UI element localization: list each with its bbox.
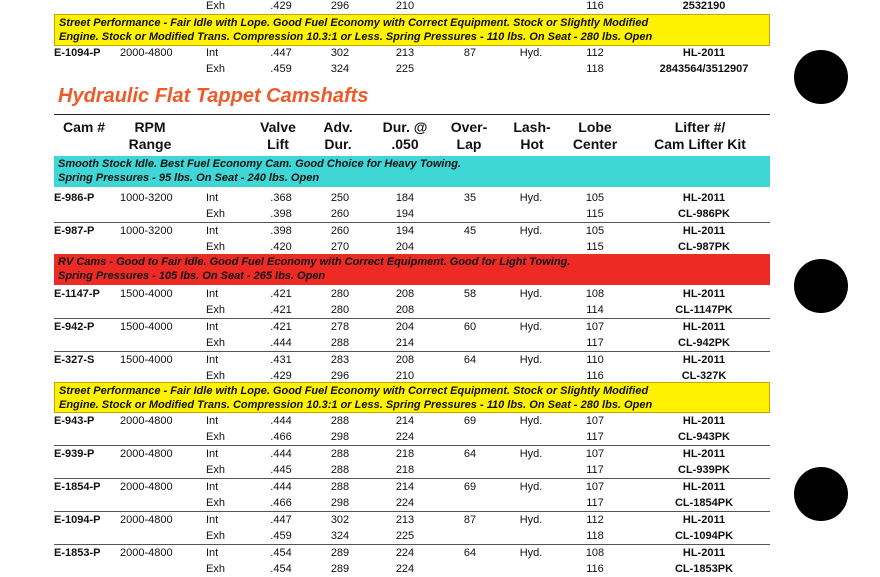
header-kit-line2: Cam Lifter Kit — [654, 136, 746, 152]
cell-lift: .368 — [270, 192, 292, 204]
header-lash — [506, 119, 558, 153]
cell-lift: .447 — [270, 514, 292, 526]
cell-adv: 283 — [330, 354, 350, 366]
cell-lift: .466 — [270, 431, 292, 443]
header-dur-line1: Dur. @ — [382, 119, 428, 135]
cell-lobe: 115 — [586, 241, 604, 253]
header-kit — [640, 119, 760, 153]
cell-dur: 184 — [395, 192, 415, 204]
cell-adv: 260 — [330, 208, 350, 220]
cell-lift: .459 — [270, 530, 292, 542]
cell-cam: E-1854-P — [54, 481, 101, 493]
table-row — [54, 528, 770, 544]
cell-adv: 289 — [330, 563, 350, 575]
cell-valve: Exh — [206, 431, 225, 443]
cell-adv: 280 — [330, 304, 350, 316]
cell-adv: 280 — [330, 288, 350, 300]
header-dur — [374, 119, 436, 153]
cell-kit: 2843564/3512907 — [659, 63, 749, 75]
cell-dur: 208 — [395, 288, 415, 300]
cell-lobe: 108 — [585, 547, 605, 559]
cell-adv: 288 — [330, 337, 350, 349]
cell-lift: .454 — [270, 563, 292, 575]
header-adv-line2: Dur. — [324, 136, 352, 152]
cell-lift: .398 — [270, 208, 292, 220]
header-adv — [313, 119, 363, 153]
table-row — [54, 286, 770, 302]
header-over-line2: Lap — [456, 136, 482, 152]
cell-lobe: 116 — [586, 563, 604, 575]
cell-adv: 298 — [330, 497, 350, 509]
cell-over: 45 — [463, 225, 477, 237]
cell-valve: Exh — [206, 370, 225, 382]
table-row — [54, 61, 770, 77]
cell-dur: 224 — [395, 431, 415, 443]
cell-over: 58 — [463, 288, 477, 300]
cell-lash: Hyd. — [519, 354, 543, 366]
cell-over: 64 — [463, 448, 477, 460]
cell-adv: 270 — [330, 241, 350, 253]
cell-rpm: 2000-4800 — [120, 547, 173, 559]
header-kit-line1: Lifter #/ — [674, 119, 726, 135]
cell-kit: CL-986PK — [678, 208, 730, 220]
table-row — [54, 462, 770, 478]
cell-adv: 302 — [330, 514, 350, 526]
cell-lobe: 107 — [585, 415, 605, 427]
cell-over: 64 — [463, 354, 477, 366]
cell-cam: E-1094-P — [54, 514, 101, 526]
cell-rpm: 2000-4800 — [120, 514, 173, 526]
cell-lift: .429 — [270, 370, 292, 382]
cell-over: 69 — [463, 481, 477, 493]
table-row — [54, 479, 770, 495]
table-row — [54, 190, 770, 206]
cell-lift: .429 — [270, 0, 292, 12]
cell-cam: E-1853-P — [54, 547, 101, 559]
cell-kit: HL-2011 — [682, 47, 726, 59]
table-row — [54, 512, 770, 528]
header-lash-line2: Hot — [520, 136, 544, 152]
cell-lobe: 107 — [585, 448, 605, 460]
binder-hole — [794, 467, 848, 521]
cell-lobe: 110 — [586, 354, 604, 366]
cell-lobe: 112 — [586, 514, 604, 526]
cell-adv: 296 — [330, 0, 350, 12]
cell-adv: 260 — [330, 225, 350, 237]
cell-lash: Hyd. — [519, 547, 543, 559]
cell-adv: 324 — [330, 530, 350, 542]
cell-valve: Int — [206, 547, 219, 559]
cell-valve: Exh — [206, 208, 225, 220]
header-lift-line1: Valve — [260, 119, 296, 135]
cell-adv: 289 — [330, 547, 350, 559]
cell-valve: Exh — [206, 563, 225, 575]
cell-lash: Hyd. — [519, 481, 543, 493]
cell-dur: 208 — [395, 354, 415, 366]
cell-valve: Int — [206, 354, 219, 366]
cell-rpm: 2000-4800 — [120, 47, 173, 59]
cell-rpm: 2000-4800 — [120, 481, 173, 493]
cell-lash: Hyd. — [519, 192, 543, 204]
cell-kit: HL-2011 — [682, 448, 726, 460]
table-row — [54, 446, 770, 462]
cell-kit: CL-942PK — [678, 337, 730, 349]
cell-kit: HL-2011 — [682, 514, 726, 526]
cell-dur: 214 — [395, 415, 415, 427]
cell-kit: CL-327K — [681, 370, 727, 382]
band-rv-cams — [54, 254, 770, 285]
table-row — [54, 319, 770, 335]
cell-cam: E-939-P — [54, 448, 95, 460]
cell-dur: 225 — [395, 63, 415, 75]
cell-dur: 194 — [395, 225, 415, 237]
cell-valve: Exh — [206, 337, 225, 349]
cell-lobe: 118 — [586, 63, 604, 75]
cell-lift: .447 — [270, 47, 292, 59]
cell-lash: Hyd. — [519, 225, 543, 237]
cell-dur: 218 — [395, 448, 415, 460]
cell-kit: HL-2011 — [682, 321, 726, 333]
header-lash-line1: Lash- — [513, 119, 551, 135]
cell-kit: 2532190 — [682, 0, 726, 12]
cell-rpm: 2000-4800 — [120, 415, 173, 427]
cell-lift: .421 — [270, 321, 292, 333]
cell-kit: HL-2011 — [682, 354, 726, 366]
header-lobe-line1: Lobe — [578, 119, 612, 135]
binder-hole — [794, 50, 848, 104]
cell-lift: .431 — [270, 354, 292, 366]
table-row — [54, 223, 770, 239]
cell-kit: CL-1853PK — [674, 563, 734, 575]
cell-lobe: 116 — [586, 370, 604, 382]
header-lobe — [567, 119, 623, 153]
header-lift-line2: Lift — [267, 136, 289, 152]
table-row — [54, 302, 770, 318]
cell-lash: Hyd. — [519, 288, 543, 300]
cell-valve: Exh — [206, 0, 225, 12]
band-line: Street Performance - Fair Idle with Lope. Good Fuel Economy with Correct Equipment. Stock or Slightly Modified — [59, 385, 649, 397]
cell-dur: 224 — [395, 563, 415, 575]
top-band-line: Street Performance - Fair Idle with Lope. Good Fuel Economy with Correct Equipment. Stock or Slightly Modified — [59, 17, 649, 29]
cell-cam: E-986-P — [54, 192, 95, 204]
cell-dur: 224 — [395, 547, 415, 559]
cell-adv: 288 — [330, 464, 350, 476]
table-row — [54, 545, 770, 561]
cell-lash: Hyd. — [519, 321, 543, 333]
cell-kit: CL-987PK — [678, 241, 730, 253]
cell-lobe: 105 — [585, 225, 605, 237]
cell-kit: CL-943PK — [678, 431, 730, 443]
cell-valve: Exh — [206, 497, 225, 509]
table-row — [54, 352, 770, 368]
header-rpm-line2: Range — [128, 136, 172, 152]
cell-lift: .445 — [270, 464, 292, 476]
band-street-performance — [54, 382, 770, 413]
cell-lash: Hyd. — [519, 415, 543, 427]
cell-dur: 214 — [395, 337, 415, 349]
header-cam — [54, 119, 114, 136]
cell-over: 69 — [463, 415, 477, 427]
cell-valve: Exh — [206, 530, 225, 542]
cell-adv: 278 — [330, 321, 350, 333]
cell-rpm: 1500-4000 — [120, 321, 173, 333]
band-line: Spring Pressures - 105 lbs. On Seat - 265 lbs. Open — [58, 270, 326, 282]
band-line: Smooth Stock Idle. Best Fuel Economy Cam. Good Choice for Heavy Towing. — [58, 158, 461, 170]
header-adv-line1: Adv. — [323, 119, 353, 135]
cell-over: 35 — [463, 192, 477, 204]
header-cam-line2: Cam # — [62, 119, 106, 135]
cell-adv: 296 — [330, 370, 350, 382]
cell-over: 87 — [463, 514, 477, 526]
band-smooth-stock-idle — [54, 156, 770, 187]
cell-valve: Exh — [206, 304, 225, 316]
cell-lobe: 117 — [586, 464, 604, 476]
cell-dur: 225 — [395, 530, 415, 542]
cell-valve: Exh — [206, 63, 225, 75]
cell-kit: CL-1094PK — [674, 530, 734, 542]
cell-lift: .398 — [270, 225, 292, 237]
section-title: Hydraulic Flat Tappet Camshafts — [58, 85, 369, 107]
cell-dur: 210 — [395, 0, 415, 12]
top-band-line: Engine. Stock or Modified Trans. Compression 10.3:1 or Less. Spring Pressures - 110 lbs. On Seat - 280 lbs. Open — [59, 31, 653, 43]
cell-dur: 218 — [395, 464, 415, 476]
cell-lift: .444 — [270, 337, 292, 349]
cell-cam: E-942-P — [54, 321, 95, 333]
cell-adv: 250 — [330, 192, 350, 204]
cell-valve: Int — [206, 321, 219, 333]
cell-lift: .444 — [270, 415, 292, 427]
header-over-line1: Over- — [450, 119, 488, 135]
cell-lobe: 117 — [586, 337, 604, 349]
cell-lobe: 117 — [586, 431, 604, 443]
cell-kit: HL-2011 — [682, 192, 726, 204]
cell-cam: E-327-S — [54, 354, 95, 366]
cell-dur: 213 — [395, 514, 415, 526]
cell-adv: 324 — [330, 63, 350, 75]
cell-kit: HL-2011 — [682, 415, 726, 427]
cell-dur: 208 — [395, 304, 415, 316]
cell-kit: CL-939PK — [678, 464, 730, 476]
cell-valve: Int — [206, 47, 219, 59]
table-row — [54, 495, 770, 511]
cell-valve: Int — [206, 448, 219, 460]
cell-rpm: 2000-4800 — [120, 448, 173, 460]
cell-lift: .420 — [270, 241, 292, 253]
cell-kit: HL-2011 — [682, 481, 726, 493]
cell-adv: 288 — [330, 481, 350, 493]
band-line: Spring Pressures - 95 lbs. On Seat - 240 lbs. Open — [58, 172, 320, 184]
cell-valve: Int — [206, 192, 219, 204]
cell-rpm: 1500-4000 — [120, 354, 173, 366]
header-over — [443, 119, 495, 153]
cell-adv: 288 — [330, 415, 350, 427]
cell-rpm: 1000-3200 — [120, 225, 173, 237]
cell-lift: .459 — [270, 63, 292, 75]
cell-rpm: 1500-4000 — [120, 288, 173, 300]
cell-kit: CL-1854PK — [674, 497, 734, 509]
cell-kit: HL-2011 — [682, 547, 726, 559]
cell-over: 60 — [463, 321, 477, 333]
cell-lobe: 115 — [586, 208, 604, 220]
header-rpm — [120, 119, 180, 153]
table-row — [54, 239, 770, 255]
top-band — [54, 14, 770, 46]
cell-dur: 214 — [395, 481, 415, 493]
cell-lash: Hyd. — [519, 47, 543, 59]
cell-dur: 224 — [395, 497, 415, 509]
table-row — [54, 0, 770, 14]
band-line: Engine. Stock or Modified Trans. Compression 10.3:1 or Less. Spring Pressures - 110 lbs. On Seat - 280 lbs. Open — [59, 399, 653, 411]
band-line: RV Cams - Good to Fair Idle. Good Fuel Economy with Correct Equipment. Good for Light Towing. — [58, 256, 571, 268]
cell-adv: 302 — [330, 47, 350, 59]
cell-valve: Int — [206, 481, 219, 493]
table-row — [54, 206, 770, 222]
cell-adv: 298 — [330, 431, 350, 443]
cell-lift: .444 — [270, 481, 292, 493]
table-row — [54, 561, 770, 577]
cell-dur: 210 — [395, 370, 415, 382]
cell-lash: Hyd. — [519, 448, 543, 460]
cell-valve: Int — [206, 225, 219, 237]
cell-lobe: 108 — [585, 288, 605, 300]
cell-lobe: 118 — [586, 530, 604, 542]
cell-valve: Int — [206, 514, 219, 526]
cell-lift: .466 — [270, 497, 292, 509]
binder-hole — [794, 259, 848, 313]
cell-lobe: 116 — [586, 0, 604, 12]
table-row — [54, 45, 770, 61]
cell-lift: .421 — [270, 288, 292, 300]
cell-valve: Exh — [206, 464, 225, 476]
cell-dur: 204 — [395, 241, 415, 253]
cell-lobe: 114 — [586, 304, 604, 316]
table-row — [54, 335, 770, 351]
cell-lash: Hyd. — [519, 514, 543, 526]
cell-over: 64 — [463, 547, 477, 559]
cell-valve: Int — [206, 415, 219, 427]
cell-over: 87 — [463, 47, 477, 59]
header-rpm-line1: RPM — [134, 119, 166, 135]
table-row — [54, 429, 770, 445]
cell-kit: CL-1147PK — [675, 304, 733, 316]
cell-kit: HL-2011 — [682, 225, 726, 237]
cell-lift: .454 — [270, 547, 292, 559]
cell-lift: .421 — [270, 304, 292, 316]
cell-valve: Int — [206, 288, 219, 300]
cell-dur: 204 — [395, 321, 415, 333]
cell-cam: E-943-P — [54, 415, 95, 427]
cell-dur: 213 — [395, 47, 415, 59]
header-lift — [252, 119, 304, 153]
cell-valve: Exh — [206, 241, 225, 253]
cell-lobe: 117 — [586, 497, 604, 509]
cell-cam: E-1094-P — [54, 47, 101, 59]
cell-dur: 194 — [395, 208, 415, 220]
cell-lobe: 112 — [586, 47, 604, 59]
cell-rpm: 1000-3200 — [120, 192, 173, 204]
cell-cam: E-987-P — [54, 225, 95, 237]
cell-lobe: 107 — [585, 481, 605, 493]
table-row — [54, 413, 770, 429]
header-lobe-line2: Center — [572, 136, 618, 152]
cell-lift: .444 — [270, 448, 292, 460]
cell-kit: HL-2011 — [682, 288, 726, 300]
header-top-rule — [54, 114, 770, 115]
header-dur-line2: .050 — [391, 136, 419, 152]
cell-adv: 288 — [330, 448, 350, 460]
cell-cam: E-1147-P — [54, 288, 100, 300]
cell-lobe: 105 — [585, 192, 605, 204]
cell-lobe: 107 — [585, 321, 605, 333]
